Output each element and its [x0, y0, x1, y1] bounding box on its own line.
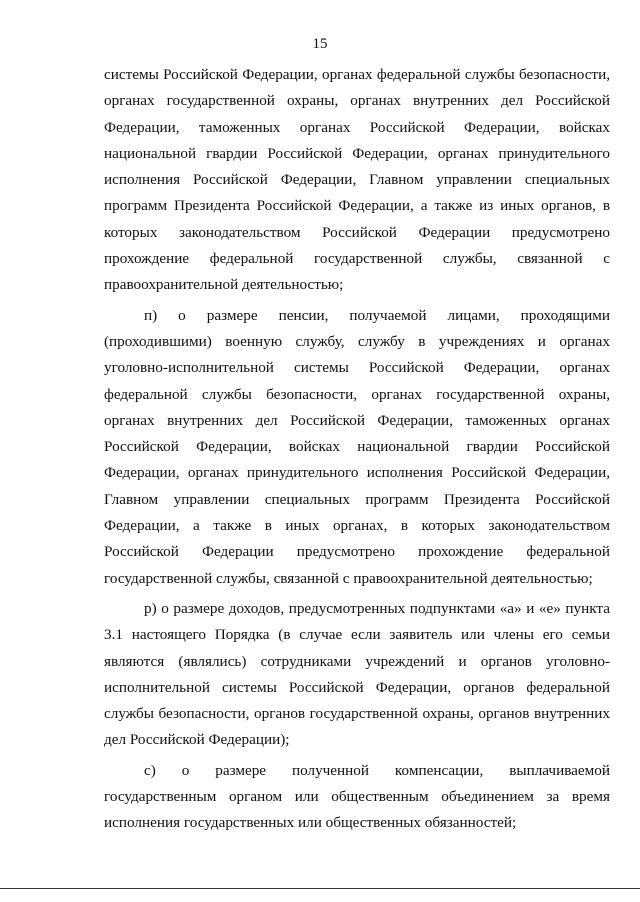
- text-line: Федерации, а также в иных органах, в которых законодательством: [104, 517, 610, 535]
- text-line: прохождение федеральной государственной службы, связанной с: [104, 250, 610, 268]
- page-number: 15: [312, 36, 328, 52]
- text-line: национальной гвардии Российской Федерации, органах принудительного: [104, 144, 610, 162]
- text-line: органах внутренних дел Российской Федерации, таможенных органах: [104, 411, 610, 429]
- footer-divider: [0, 888, 640, 889]
- text-line: которых законодательством Российской Федерации предусмотрено: [104, 223, 610, 241]
- paragraph-item-p: [104, 303, 610, 592]
- text-line: органах государственной охраны, органах внутренних дел Российской: [104, 92, 610, 110]
- paragraph-item-s: [104, 758, 610, 837]
- text-line: дел Российской Федерации);: [104, 731, 290, 749]
- document-body: [104, 62, 610, 837]
- text-line: 3.1 настоящего Порядка (в случае если заявитель или члены его семьи: [104, 626, 610, 644]
- text-line: (проходившими) военную службу, службу в учреждениях и органах: [104, 332, 610, 350]
- text-line: Главном управлении специальных программ Президента Российской: [104, 490, 610, 508]
- text-line: Российской Федерации предусмотрено прохождение федеральной: [104, 543, 610, 561]
- text-line: п) о размере пенсии, получаемой лицами, проходящими: [144, 306, 610, 324]
- text-line: уголовно-исполнительной системы Российской Федерации, органах: [104, 359, 610, 377]
- text-line: исполнения государственных или общественных обязанностей;: [104, 814, 517, 832]
- text-line: системы Российской Федерации, органах федеральной службы безопасности,: [104, 66, 610, 83]
- text-line: являются (являлись) сотрудниками учреждений и органов уголовно-: [104, 652, 610, 670]
- text-line: программ Президента Российской Федерации, а также из иных органов, в: [104, 197, 610, 215]
- text-line: правоохранительной деятельностью;: [104, 276, 344, 294]
- text-line: службы безопасности, органов государственной охраны, органов внутренних: [104, 705, 610, 723]
- text-line: государственной службы, связанной с правоохранительной деятельностью;: [104, 569, 593, 587]
- text-line: государственным органом или общественным объединением за время: [104, 788, 610, 806]
- text-line: исполнительной системы Российской Федерации, органов федеральной: [104, 678, 610, 696]
- paragraph-item-r: [104, 596, 610, 754]
- text-line: федеральной службы безопасности, органах государственной охраны,: [104, 385, 610, 403]
- text-line: Федерации, органах принудительного исполнения Российской Федерации,: [104, 464, 610, 482]
- text-line: Федерации, таможенных органах Российской Федерации, войсках: [104, 118, 610, 136]
- text-line: с) о размере полученной компенсации, выплачиваемой: [144, 761, 610, 779]
- text-line: р) о размере доходов, предусмотренных подпунктами «а» и «е» пункта: [144, 599, 610, 617]
- paragraph-continuation: [104, 62, 610, 299]
- text-line: исполнения Российской Федерации, Главном управлении специальных: [104, 171, 610, 189]
- text-line: Российской Федерации, войсках национальной гвардии Российской: [104, 438, 610, 456]
